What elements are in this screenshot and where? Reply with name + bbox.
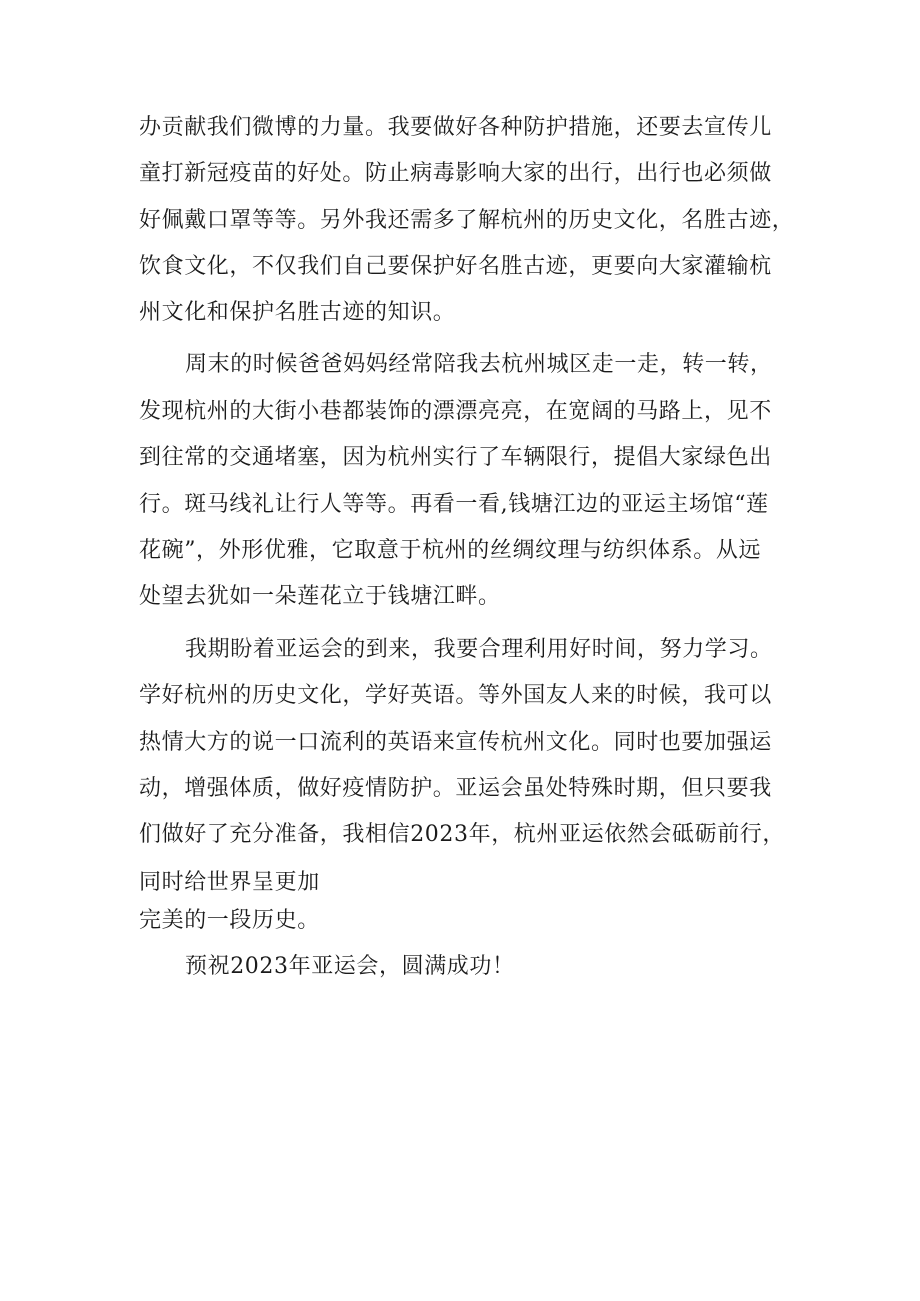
text-line: 动，增强体质，做好疫情防护。亚运会虽处特殊时期，但只要我 (139, 776, 772, 801)
text-line: 周末的时候爸爸妈妈经常陪我去杭州城区走一走，转一转， (185, 352, 773, 377)
text-line: 州文化和保护名胜古迹的知识。 (139, 300, 456, 325)
text-line: 花碗”，外形优雅，它取意于杭州的丝绸纹理与纺织体系。从远 (139, 538, 762, 563)
text-line: 热情大方的说一口流利的英语来宣传杭州文化。同时也要加强运 (139, 730, 772, 755)
text-line: 完美的一段历史。 (139, 908, 320, 933)
text-line: 办贡献我们微博的力量。我要做好各种防护措施，还要去宣传儿 (139, 115, 772, 140)
text-line: 行。斑马线礼让行人等等。再看一看,钱塘江边的亚运主场馆“莲 (139, 492, 769, 517)
text-line: 童打新冠疫苗的好处。防止病毒影响大家的出行，出行也必须做 (139, 161, 772, 186)
text-line: 好佩戴口罩等等。另外我还需多了解杭州的历史文化，名胜古迹， (139, 208, 795, 233)
text-line: 预祝2023年亚运会，圆满成功！ (185, 954, 515, 979)
text-line: 处望去犹如一朵莲花立于钱塘江畔。 (139, 584, 501, 609)
text-line: 饮食文化，不仅我们自己要保护好名胜古迹，更要向大家灌输杭 (139, 254, 772, 279)
text-line: 同时给世界呈更加 (139, 870, 320, 895)
text-line: 学好杭州的历史文化，学好英语。等外国友人来的时候，我可以 (139, 683, 772, 708)
text-line: 我期盼着亚运会的到来，我要合理利用好时间，努力学习。 (185, 637, 773, 662)
text-line: 发现杭州的大街小巷都装饰的漂漂亮亮，在宽阔的马路上，见不 (139, 399, 772, 424)
text-line: 们做好了充分准备，我相信2023年，杭州亚运依然会砥砺前行， (139, 822, 785, 847)
text-line: 到往常的交通堵塞，因为杭州实行了车辆限行，提倡大家绿色出 (139, 445, 772, 470)
